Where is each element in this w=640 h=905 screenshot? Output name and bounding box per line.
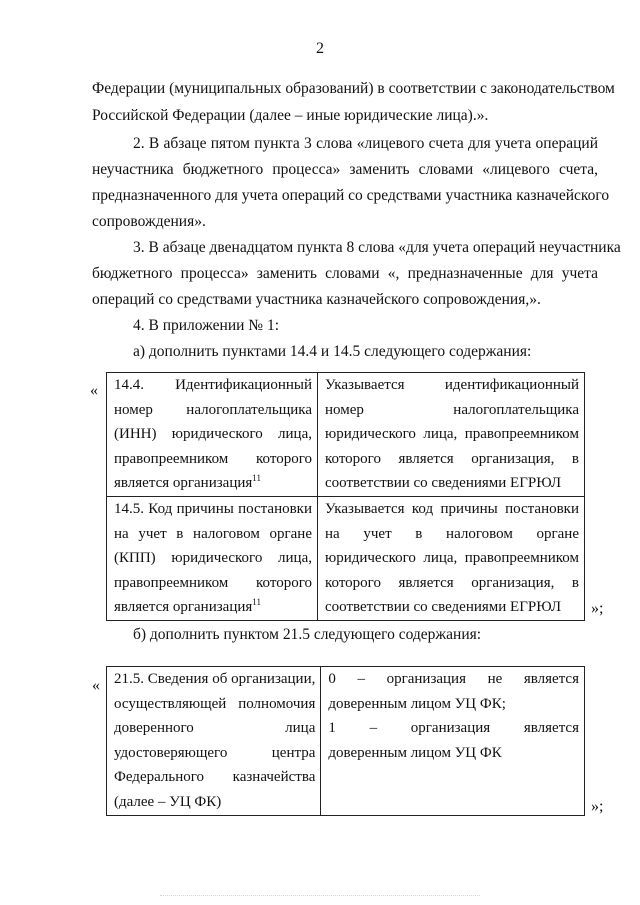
cell-line: (ИНН) юридического лица, xyxy=(114,426,312,443)
cell-line: удостоверяющего центра xyxy=(114,744,316,761)
table-cell-right xyxy=(321,667,585,816)
open-quote: « xyxy=(92,677,100,694)
text-line: бюджетного процесса» заменить словами «, предназначенные для учета xyxy=(92,265,598,282)
table-cell-left xyxy=(107,496,318,620)
cell-line: (далее – УЦ ФК) xyxy=(114,793,222,810)
cell-line: 21.5. Сведения об организации, xyxy=(114,671,316,687)
cell-line: доверенного лица xyxy=(114,720,316,737)
close-quote: »; xyxy=(591,798,604,815)
text-line: Федерации (муниципальных образований) в соответствии с законодательством xyxy=(92,80,615,97)
cell-line: 0 – организация не является xyxy=(328,671,579,687)
cell-line: доверенным лицом УЦ ФК xyxy=(328,744,502,761)
table-cell-right xyxy=(318,496,585,620)
text-line: неучастника бюджетного процесса» заменить словами «лицевого счета, xyxy=(92,161,598,178)
scan-artifact xyxy=(160,895,480,899)
table-row xyxy=(107,496,585,620)
cell-line: правопреемником которого xyxy=(114,574,312,591)
cell-line: юридического лица, правопреемником xyxy=(325,550,579,567)
text-line: сопровождения». xyxy=(92,213,206,230)
table-cell-right xyxy=(318,373,585,497)
cell-line: 1 – организация является xyxy=(328,720,579,737)
cell-line: на учет в налоговом органе xyxy=(325,525,579,542)
page-number: 2 xyxy=(316,40,324,57)
text-line: предназначенного для учета операций со средствами участника казначейского xyxy=(92,187,610,204)
cell-line: осуществляющей полномочия xyxy=(114,695,316,712)
cell-line: соответствии со сведениями ЕГРЮЛ xyxy=(325,599,562,616)
text-line: б) дополнить пунктом 21.5 следующего содержания: xyxy=(133,626,482,643)
cell-line: Указывается идентификационный xyxy=(325,377,579,393)
cell-line: 14.4. Идентификационный xyxy=(114,377,312,393)
cell-line: правопреемником которого xyxy=(114,450,312,467)
cell-line: Федерального казначейства xyxy=(114,769,316,786)
cell-line: 14.5. Код причины постановки xyxy=(114,500,312,517)
cell-text: является организация xyxy=(114,599,253,616)
cell-line xyxy=(107,595,317,620)
cell-line: соответствии со сведениями ЕГРЮЛ xyxy=(325,475,562,492)
table-cell-left xyxy=(107,667,321,816)
cell-line: юридического лица, правопреемником xyxy=(325,426,579,443)
text-line: 2. В абзаце пятом пункта 3 слова «лицевого счета для учета операций xyxy=(133,135,598,152)
cell-line: номер налогоплательщика xyxy=(114,401,312,418)
text-line: операций со средствами участника казначейского сопровождения,». xyxy=(92,291,541,308)
text-line: 4. В приложении № 1: xyxy=(133,317,280,334)
text-line: а) дополнить пунктами 14.4 и 14.5 следующего содержания: xyxy=(133,343,532,360)
footnote-ref: 11 xyxy=(252,597,261,608)
cell-line: которого является организация, в xyxy=(325,450,579,467)
footnote-ref: 11 xyxy=(252,473,261,484)
text-line: 3. В абзаце двенадцатом пункта 8 слова «для учета операций неучастника xyxy=(133,239,621,256)
open-quote: « xyxy=(90,382,98,399)
table-items-14 xyxy=(106,372,585,621)
table-cell-left xyxy=(107,373,318,497)
cell-line: на учет в налоговом органе xyxy=(114,525,312,542)
table-item-21-5 xyxy=(106,666,585,816)
text-line: Российской Федерации (далее – иные юридические лица).». xyxy=(92,107,489,124)
close-quote: »; xyxy=(591,600,604,617)
cell-line xyxy=(107,471,317,496)
cell-text: является организация xyxy=(114,475,253,492)
table-row xyxy=(107,667,585,816)
table-row xyxy=(107,373,585,497)
cell-line: номер налогоплательщика xyxy=(325,401,579,418)
cell-line: доверенным лицом УЦ ФК; xyxy=(328,695,506,712)
cell-line: которого является организация, в xyxy=(325,574,579,591)
cell-line: (КПП) юридического лица, xyxy=(114,550,312,567)
cell-line: Указывается код причины постановки xyxy=(325,500,579,517)
